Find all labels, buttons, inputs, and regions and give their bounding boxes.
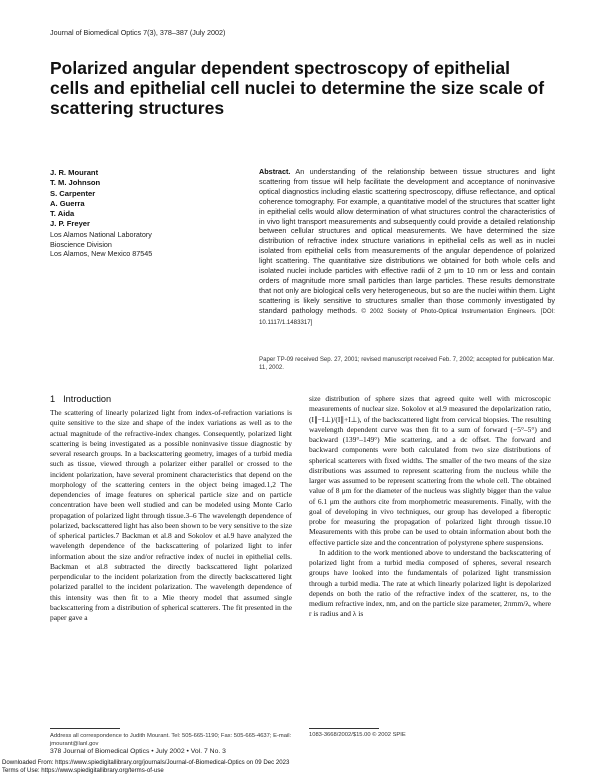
author: A. Guerra — [50, 198, 85, 208]
body-column-right — [309, 394, 551, 620]
section-title: Introduction — [63, 394, 112, 404]
section-number: 1 — [50, 394, 56, 404]
paragraph: size distribution of sphere sizes that agreed quite well with microscopic measurements of nuclear size. Sokolov et al.9 measured the depolarization ratio, (I∥−I⊥)/(I∥+I⊥), of the backscattered light from cervical biopsies. The resulting wavelength dependent curve was then fit to a sum of forward (−5°–5°) and backward (139°–149°) Mie scattering, and a dc offset. The forward and backward components were both calculated from two size distributions of spherical scatterers with fixed widths. The smaller of the two means of the size distributions was assumed to represent scattering from the nucleus while the larger was assumed to be represent scattering from the whole cell. The obtained value of 8 μm for the diameter of the nucleus was slightly bigger than the value of 6.1 μm the authors cite from morphometric measurements. Finally, with the goal of developing in vivo techniques, our group has developed a fiberoptic probe for measuring the propagation of polarized light through tissue.10 Measurements with this probe can be used to obtain information about both the effective particle size and the concentration of polystyrene sphere suspensions. — [309, 394, 551, 547]
page-footer: 378 Journal of Biomedical Optics • July 2002 • Vol. 7 No. 3 — [50, 748, 226, 755]
issn-divider — [309, 728, 379, 729]
download-line: Downloaded From: https://www.spiedigitallibrary.org/journals/Journal-of-Biomedical-Optics on 09 Dec 2023 — [2, 759, 290, 766]
author-list — [50, 168, 100, 230]
received-dates: Paper TP-09 received Sep. 27, 2001; revised manuscript received Feb. 7, 2002; accepted for publication Mar. 11, 2002. — [259, 356, 555, 372]
abstract — [259, 167, 555, 328]
terms-link[interactable]: Terms of Use: https://www.spiedigitallibrary.org/terms-of-use — [2, 766, 164, 774]
doi: [DOI: 10.1117/1.1483317] — [259, 307, 556, 326]
correspondence-footnote: Address all correspondence to Judith Mourant. Tel: 505-665-1190; Fax: 505-665-4637; E-mail: jmourant@lanl.gov — [50, 733, 292, 747]
footnote-divider — [50, 728, 120, 729]
copyright-notice: © 2002 Society of Photo-Optical Instrumentation Engineers. — [361, 307, 537, 315]
download-notice — [2, 759, 289, 774]
author: T. M. Johnson — [50, 178, 101, 188]
author: J. R. Mourant — [50, 168, 99, 177]
paragraph: The scattering of linearly polarized light from index-of-refraction variations is quite sensitive to the size and shape of the index variations as well as to the actual magnitude of the refractive-index changes. Consequently, polarized light scattering is being investigated as a possible noninvasive tissue diagnostic by several research groups. In a backscattering geometry, images of a turbid media such as tissue, viewed through a polarizer either parallel or crossed to the incident polarization, have several prominent characteristics that depend on the morphology of the scattering centers in the object being imaged.1,2 The dependencies of image features on spherical particle size and on particle concentration have been well studied and can be modeled using Monte Carlo propagation of polarized light through tissue.3–6 The wavelength dependence of polarized, backscattered light has also been shown to be very sensitive to the size of spherical particles.7 Backman et al.8 and Sokolov et al.9 have analyzed the wavelength dependence of the backscattering of polarized light to infer information about the size and/or refractive index of nuclei in epithelial cells. Backman et al.8 subtracted the directly backscattered light polarized perpendicular to the incident polarization from the directly backscattered light polarized parallel to the incident polarization. The wavelength dependence of this intensity was then fit to a Mie theory model that assumed single backscattering from a distribution of spherical scatterers. The fit presented in the paper gave a — [50, 408, 292, 622]
affiliation — [50, 230, 152, 259]
journal-citation: Journal of Biomedical Optics 7(3), 378–387 (July 2002) — [50, 28, 226, 37]
section-heading — [50, 394, 111, 404]
author: J. P. Freyer — [50, 219, 90, 229]
affiliation-line: Los Alamos, New Mexico 87545 — [50, 249, 153, 259]
author: S. Carpenter — [50, 188, 96, 198]
paper-title: Polarized angular dependent spectroscopy of epithelial cells and epithelial cell nuclei to determine the size scale of scattering structures — [50, 58, 545, 118]
body-column-left — [50, 408, 292, 623]
paragraph: In addition to the work mentioned above to understand the backscattering of polarized light from a turbid media composed of spheres, several research groups have looked into the fundamentals of polarized light transmission through a turbid media. The rate at which linearly polarized light is depolarized depends on both the ratio of the refractive index of the scatterer, ns, to the medium refractive index, nm, and on the particle size parameter, 2πrnm/λ, where r is radius and λ is — [309, 547, 551, 619]
affiliation-line: Bioscience Division — [50, 239, 112, 249]
abstract-text: An understanding of the relationship between tissue structures and light scattering from tissue will help facilitate the development and acceptance of noninvasive optical diagnostics including elastic scattering spectroscopy, diffuse reflectance, and optical coherence tomography. For example, a quantitative model of the structures that scatter light in epithelial cells would allow determination of what structures control the characteristics of in vivo light transport measurements and subsequently could provide a detailed relationship between cellular structures and optical measurements. We have determined the size distribution of refractive index structure variations in epithelial cells as well as in nuclei isolated from epithelial cells from measurements of the angular dependence of polarized light scattering. The quantitative size distributions we obtained for both whole cells and isolated nuclei include particles with effective radii of 2 μm to 10 nm or less and contain orders of magnitude more small particles than large particles. These results demonstrate that not only are biological cells very heterogeneous, but so are the nuclei within them. Light scattering is likely sensitive to structures smaller than those commonly investigated by standard pathology methods. — [259, 167, 555, 315]
issn-line: 1083-3668/2002/$15.00 © 2002 SPIE — [309, 732, 406, 738]
affiliation-line: Los Alamos National Laboratory — [50, 230, 152, 239]
abstract-label: Abstract. — [259, 167, 291, 176]
author: T. Aida — [50, 209, 75, 219]
